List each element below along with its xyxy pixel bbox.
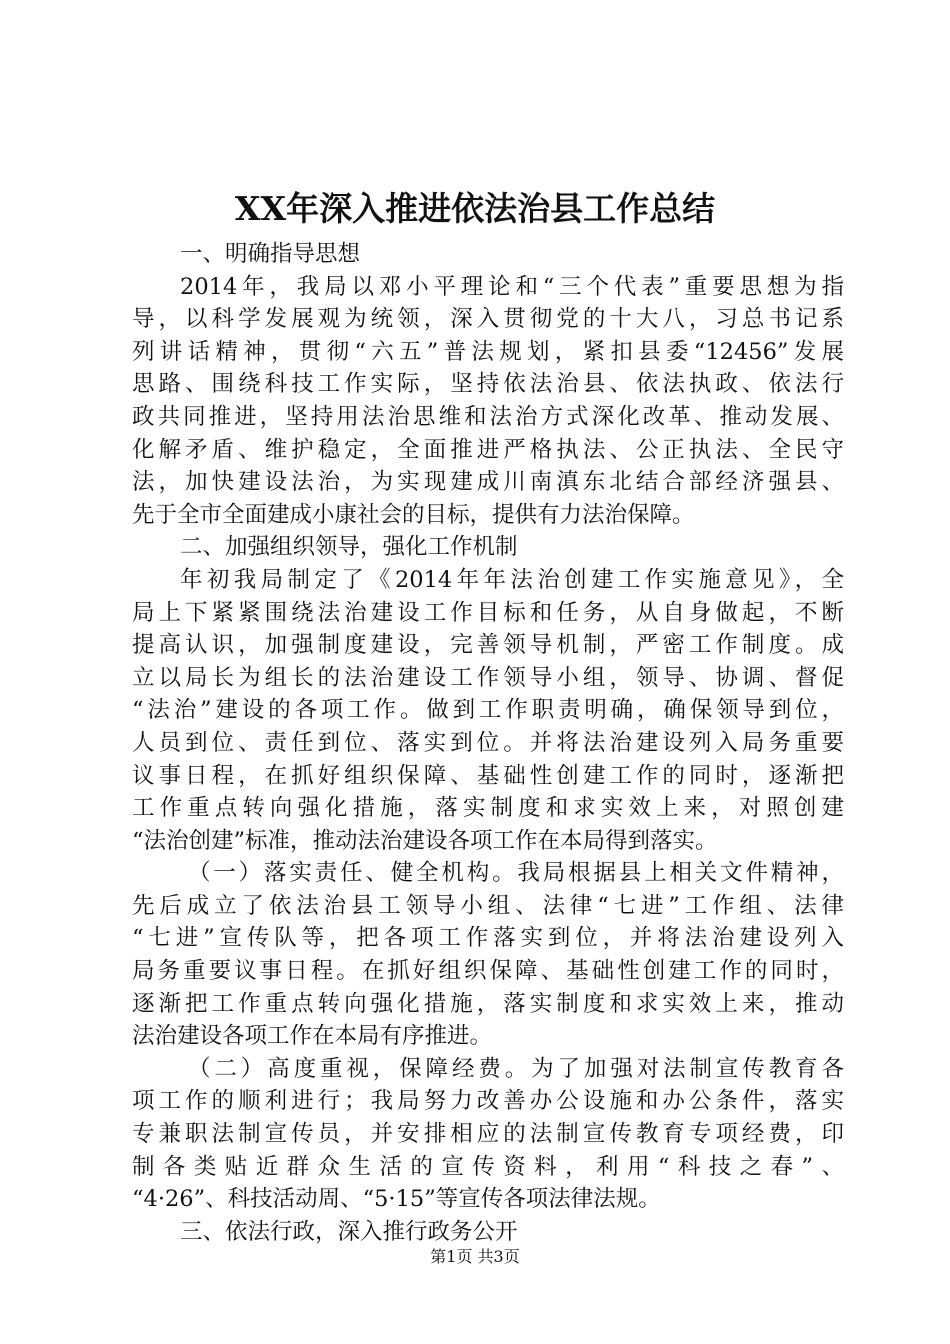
paragraph-line: 议事日程，在抓好组织保障、基础性创建工作的同时，逐渐把 (132, 762, 844, 789)
paragraph-line: 制各类贴近群众生活的宣传资料，利用“科技之春”、 (132, 1153, 844, 1180)
paragraph-line: 工作重点转向强化措施，落实制度和求实效上来，对照创建 (132, 795, 844, 822)
paragraph-line: 项工作的顺利进行；我局努力改善办公设施和办公条件，落实 (132, 1088, 844, 1115)
subsection-line: （二）高度重视，保障经费。为了加强对法制宣传教育各 (188, 1055, 844, 1082)
paragraph-line: 逐渐把工作重点转向强化措施，落实制度和求实效上来，推动 (132, 990, 844, 1017)
paragraph-line: 局务重要议事日程。在抓好组织保障、基础性创建工作的同时， (132, 958, 844, 985)
paragraph-line: 年初我局制定了《2014年年法治创建工作实施意见》，全 (180, 566, 844, 593)
paragraph-line: 先后成立了依法治县工领导小组、法律“七进”工作组、法律 (132, 892, 844, 919)
paragraph-line: “法治”建设的各项工作。做到工作职责明确，确保领导到位， (132, 697, 844, 724)
section-heading-1: 一、明确指导思想 (180, 241, 361, 267)
paragraph-line: 人员到位、责任到位、落实到位。并将法治建设列入局务重要 (132, 729, 844, 756)
paragraph-line: 2014年，我局以邓小平理论和“三个代表”重要思想为指 (180, 273, 844, 300)
section-heading-3: 三、依法行政，深入推行政务公开 (180, 1218, 518, 1245)
paragraph-line: 法，加快建设法治，为实现建成川南滇东北结合部经济强县、 (132, 469, 844, 496)
page-number-footer: 第1页 共3页 (430, 1247, 520, 1266)
paragraph-line: 局上下紧紧围绕法治建设工作目标和任务，从自身做起，不断 (132, 599, 844, 626)
paragraph-line: 政共同推进，坚持用法治思维和法治方式深化改革、推动发展、 (132, 403, 844, 430)
paragraph-line: “4·26”、科技活动周、“5·15”等宣传各项法律法规。 (132, 1186, 661, 1213)
paragraph-line: “法治创建”标准，推动法治建设各项工作在本局得到落实。 (132, 827, 718, 854)
paragraph-line: 化解矛盾、维护稳定，全面推进严格执法、公正执法、全民守 (132, 436, 844, 463)
paragraph-line: 立以局长为组长的法治建设工作领导小组，领导、协调、督促 (132, 664, 844, 691)
paragraph-line: 专兼职法制宣传员，并安排相应的法制宣传教育专项经费，印 (132, 1121, 844, 1148)
paragraph-line: 法治建设各项工作在本局有序推进。 (132, 1023, 493, 1050)
document-title: XX年深入推进依法治县工作总结 (234, 189, 716, 228)
paragraph-line: 导，以科学发展观为统领，深入贯彻党的十大八，习总书记系 (132, 306, 844, 333)
paragraph-line: 先于全市全面建成小康社会的目标，提供有力法治保障。 (132, 501, 695, 528)
section-heading-2: 二、加强组织领导，强化工作机制 (180, 534, 518, 561)
subsection-line: （一）落实责任、健全机构。我局根据县上相关文件精神， (188, 860, 844, 887)
paragraph-line: 思路、围绕科技工作实际，坚持依法治县、依法执政、依法行 (132, 371, 844, 398)
paragraph-line: “七进”宣传队等，把各项工作落实到位，并将法治建设列入 (132, 925, 844, 952)
paragraph-line: 提高认识，加强制度建设，完善领导机制，严密工作制度。成 (132, 632, 844, 659)
paragraph-line: 列讲话精神，贯彻“六五”普法规划，紧扣县委“12456”发展 (132, 338, 844, 365)
document-body (132, 238, 844, 1248)
